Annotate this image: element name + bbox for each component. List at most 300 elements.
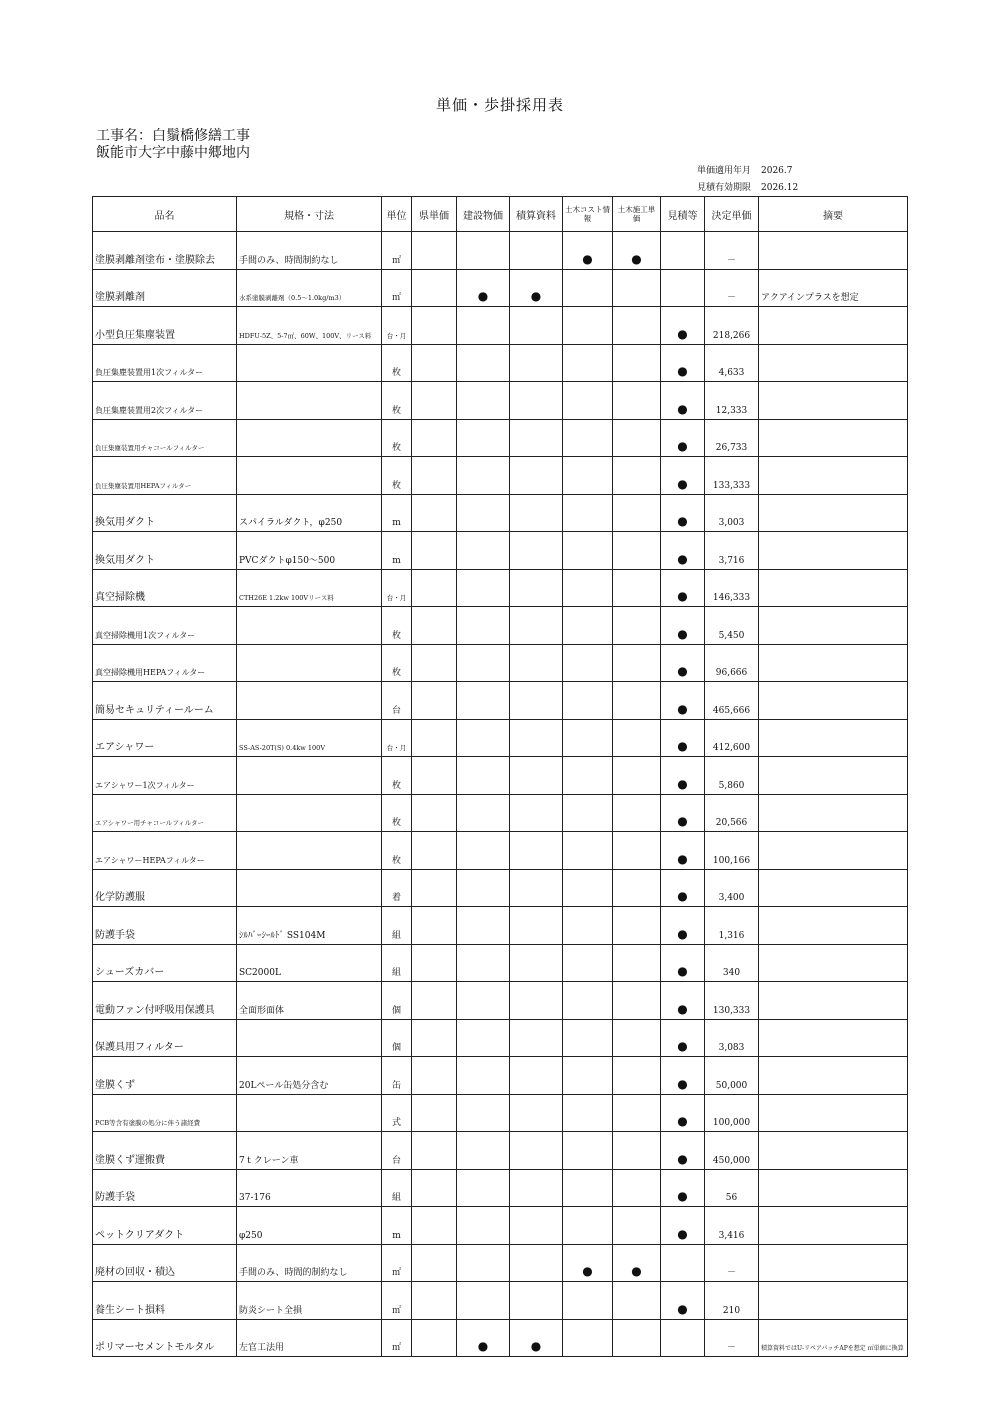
mark-pref bbox=[412, 532, 457, 570]
item-unit bbox=[382, 719, 412, 757]
mark-pref bbox=[412, 607, 457, 645]
mark-kensetsu bbox=[457, 757, 510, 795]
decided-price: 146,333 bbox=[705, 569, 759, 607]
decided-price: 218,266 bbox=[705, 307, 759, 345]
item-spec bbox=[237, 719, 382, 757]
item-unit: 枚 bbox=[382, 382, 412, 420]
table-row bbox=[93, 419, 908, 457]
item-unit: 枚 bbox=[382, 419, 412, 457]
item-unit: m bbox=[382, 1207, 412, 1245]
mark-kensetsu bbox=[457, 457, 510, 495]
mark-doboku-cost bbox=[563, 644, 613, 682]
mark-kensetsu bbox=[457, 907, 510, 945]
mark-sekisan bbox=[510, 232, 563, 270]
mark-pref bbox=[412, 419, 457, 457]
item-spec bbox=[237, 1094, 382, 1132]
table-row bbox=[93, 344, 908, 382]
mark-pref bbox=[412, 269, 457, 307]
item-note bbox=[759, 1282, 908, 1320]
item-name-text: 真空掃除機用1次フィルター bbox=[95, 630, 196, 640]
item-unit bbox=[382, 307, 412, 345]
mark-pref bbox=[412, 1169, 457, 1207]
item-name bbox=[93, 832, 237, 870]
item-note bbox=[759, 382, 908, 420]
item-spec-text: SS-AS-20T(S) 0.4kw 100V bbox=[239, 744, 326, 752]
mark-sekisan bbox=[510, 794, 563, 832]
mark-pref bbox=[412, 1244, 457, 1282]
mark-doboku-seko bbox=[613, 982, 661, 1020]
item-unit: 着 bbox=[382, 869, 412, 907]
header-doboku-seko: 土木施工単価 bbox=[613, 197, 661, 232]
item-name: 小型負圧集塵装置 bbox=[93, 307, 237, 345]
header-row bbox=[93, 197, 908, 232]
mark-doboku-seko: ● bbox=[613, 232, 661, 270]
mark-doboku-cost bbox=[563, 419, 613, 457]
mark-quote bbox=[661, 269, 705, 307]
mark-doboku-seko bbox=[613, 944, 661, 982]
mark-pref bbox=[412, 832, 457, 870]
item-note: アクアインプラスを想定 bbox=[759, 269, 908, 307]
decided-price: 50,000 bbox=[705, 1057, 759, 1095]
table-row bbox=[93, 1057, 908, 1095]
item-spec bbox=[237, 644, 382, 682]
item-unit: ㎡ bbox=[382, 232, 412, 270]
table-row bbox=[93, 682, 908, 720]
item-name-text: 負圧集塵装置用チャコールフィルター bbox=[95, 444, 205, 452]
mark-doboku-cost: ● bbox=[563, 1244, 613, 1282]
item-spec bbox=[237, 457, 382, 495]
mark-pref bbox=[412, 1282, 457, 1320]
mark-kensetsu bbox=[457, 869, 510, 907]
mark-doboku-cost bbox=[563, 1132, 613, 1170]
mark-kensetsu bbox=[457, 719, 510, 757]
mark-doboku-cost bbox=[563, 832, 613, 870]
item-name: 養生シート損料 bbox=[93, 1282, 237, 1320]
item-spec: φ250 bbox=[237, 1207, 382, 1245]
mark-doboku-cost bbox=[563, 344, 613, 382]
mark-sekisan bbox=[510, 344, 563, 382]
mark-pref bbox=[412, 382, 457, 420]
mark-doboku-seko bbox=[613, 869, 661, 907]
mark-sekisan: ● bbox=[510, 269, 563, 307]
mark-kensetsu bbox=[457, 682, 510, 720]
item-spec bbox=[237, 757, 382, 795]
item-note bbox=[759, 944, 908, 982]
mark-pref bbox=[412, 1319, 457, 1357]
item-unit-text: 台・月 bbox=[386, 744, 407, 752]
item-spec: SC2000L bbox=[237, 944, 382, 982]
item-note-text: 積算資料ではU-リペアパッチAPを想定 ㎡単価に換算 bbox=[761, 1345, 904, 1352]
mark-kensetsu bbox=[457, 232, 510, 270]
mark-quote bbox=[661, 232, 705, 270]
decided-price: 133,333 bbox=[705, 457, 759, 495]
item-spec: 防炎シート全損 bbox=[237, 1282, 382, 1320]
mark-quote: ● bbox=[661, 757, 705, 795]
mark-doboku-seko bbox=[613, 1169, 661, 1207]
item-unit: 枚 bbox=[382, 644, 412, 682]
mark-quote: ● bbox=[661, 344, 705, 382]
table-row bbox=[93, 494, 908, 532]
item-name-text: 真空掃除機用HEPAフィルター bbox=[95, 668, 206, 677]
mark-pref bbox=[412, 982, 457, 1020]
mark-quote: ● bbox=[661, 719, 705, 757]
mark-kensetsu: ● bbox=[457, 1319, 510, 1357]
mark-doboku-seko bbox=[613, 682, 661, 720]
mark-sekisan bbox=[510, 757, 563, 795]
mark-kensetsu bbox=[457, 1207, 510, 1245]
mark-sekisan bbox=[510, 1019, 563, 1057]
item-unit: 枚 bbox=[382, 457, 412, 495]
item-name: 真空掃除機 bbox=[93, 569, 237, 607]
mark-quote: ● bbox=[661, 1019, 705, 1057]
mark-quote: ● bbox=[661, 1282, 705, 1320]
item-unit bbox=[382, 569, 412, 607]
item-unit: 枚 bbox=[382, 607, 412, 645]
item-name bbox=[93, 757, 237, 795]
item-unit: 缶 bbox=[382, 1057, 412, 1095]
document-title: 単価・歩掛採用表 bbox=[435, 96, 564, 114]
mark-doboku-seko bbox=[613, 1057, 661, 1095]
mark-sekisan bbox=[510, 982, 563, 1020]
mark-pref bbox=[412, 1094, 457, 1132]
decided-price: 130,333 bbox=[705, 982, 759, 1020]
mark-doboku-seko bbox=[613, 344, 661, 382]
item-spec bbox=[237, 1019, 382, 1057]
mark-quote: ● bbox=[661, 794, 705, 832]
item-spec bbox=[237, 269, 382, 307]
mark-quote: ● bbox=[661, 1094, 705, 1132]
mark-kensetsu bbox=[457, 307, 510, 345]
mark-kensetsu bbox=[457, 569, 510, 607]
applied-value: 2026.7 bbox=[761, 166, 793, 176]
mark-quote: ● bbox=[661, 532, 705, 570]
item-note bbox=[759, 794, 908, 832]
decided-price: 26,733 bbox=[705, 419, 759, 457]
mark-sekisan bbox=[510, 719, 563, 757]
decided-price: 450,000 bbox=[705, 1132, 759, 1170]
item-note bbox=[759, 982, 908, 1020]
mark-sekisan bbox=[510, 419, 563, 457]
table-row bbox=[93, 982, 908, 1020]
item-name: 換気用ダクト bbox=[93, 532, 237, 570]
table-body bbox=[93, 232, 908, 1357]
decided-price: － bbox=[705, 232, 759, 270]
item-spec: スパイラルダクト，φ250 bbox=[237, 494, 382, 532]
item-spec bbox=[237, 419, 382, 457]
mark-quote bbox=[661, 1244, 705, 1282]
header-doboku-cost: 土木コスト情報 bbox=[563, 197, 613, 232]
item-unit: ㎡ bbox=[382, 1244, 412, 1282]
item-note bbox=[759, 1207, 908, 1245]
item-unit: ㎡ bbox=[382, 1282, 412, 1320]
mark-doboku-seko bbox=[613, 1282, 661, 1320]
mark-pref bbox=[412, 644, 457, 682]
decided-price: 3,400 bbox=[705, 869, 759, 907]
item-name bbox=[93, 1094, 237, 1132]
mark-doboku-cost bbox=[563, 607, 613, 645]
mark-doboku-cost bbox=[563, 719, 613, 757]
mark-doboku-cost bbox=[563, 382, 613, 420]
header-name: 品名 bbox=[93, 197, 237, 232]
item-spec: ｼﾙﾊﾞｰｼｰﾙﾄﾞ SS104M bbox=[237, 907, 382, 945]
item-name: 保護具用フィルター bbox=[93, 1019, 237, 1057]
mark-quote bbox=[661, 1319, 705, 1357]
mark-doboku-cost bbox=[563, 1169, 613, 1207]
table-row bbox=[93, 794, 908, 832]
item-name: 塗膜剥離剤塗布・塗膜除去 bbox=[93, 232, 237, 270]
table-row bbox=[93, 457, 908, 495]
mark-doboku-cost bbox=[563, 869, 613, 907]
mark-kensetsu bbox=[457, 1169, 510, 1207]
item-spec bbox=[237, 344, 382, 382]
item-note bbox=[759, 1019, 908, 1057]
mark-doboku-seko bbox=[613, 382, 661, 420]
mark-doboku-seko bbox=[613, 1094, 661, 1132]
decided-price: 4,633 bbox=[705, 344, 759, 382]
table-row bbox=[93, 307, 908, 345]
validity-info bbox=[697, 163, 798, 197]
project-name: 工事名：白鬚橋修繕工事 bbox=[96, 128, 250, 144]
mark-sekisan bbox=[510, 1057, 563, 1095]
mark-pref bbox=[412, 907, 457, 945]
item-unit: 組 bbox=[382, 944, 412, 982]
mark-doboku-seko: ● bbox=[613, 1244, 661, 1282]
mark-sekisan bbox=[510, 869, 563, 907]
mark-pref bbox=[412, 1019, 457, 1057]
mark-doboku-seko bbox=[613, 532, 661, 570]
item-spec bbox=[237, 682, 382, 720]
mark-kensetsu bbox=[457, 794, 510, 832]
item-unit: 組 bbox=[382, 907, 412, 945]
item-unit: 枚 bbox=[382, 344, 412, 382]
mark-sekisan bbox=[510, 944, 563, 982]
table-row bbox=[93, 1132, 908, 1170]
mark-quote: ● bbox=[661, 1207, 705, 1245]
item-spec: 7ｔクレーン車 bbox=[237, 1132, 382, 1170]
mark-pref bbox=[412, 457, 457, 495]
mark-quote: ● bbox=[661, 569, 705, 607]
table-row bbox=[93, 1244, 908, 1282]
mark-sekisan bbox=[510, 644, 563, 682]
item-note bbox=[759, 869, 908, 907]
table-row bbox=[93, 532, 908, 570]
mark-doboku-seko bbox=[613, 907, 661, 945]
decided-price: 100,166 bbox=[705, 832, 759, 870]
mark-pref bbox=[412, 307, 457, 345]
mark-doboku-cost bbox=[563, 794, 613, 832]
mark-kensetsu bbox=[457, 1282, 510, 1320]
mark-quote: ● bbox=[661, 832, 705, 870]
header-sekisan: 積算資料 bbox=[510, 197, 563, 232]
mark-doboku-seko bbox=[613, 494, 661, 532]
item-note bbox=[759, 1132, 908, 1170]
item-note bbox=[759, 457, 908, 495]
item-note bbox=[759, 1319, 908, 1357]
mark-kensetsu bbox=[457, 644, 510, 682]
table-row bbox=[93, 719, 908, 757]
item-note bbox=[759, 232, 908, 270]
mark-sekisan bbox=[510, 907, 563, 945]
item-name bbox=[93, 607, 237, 645]
item-unit: m bbox=[382, 532, 412, 570]
mark-doboku-seko bbox=[613, 1019, 661, 1057]
item-unit-text: 台・月 bbox=[386, 331, 407, 340]
decided-price: 100,000 bbox=[705, 1094, 759, 1132]
mark-doboku-seko bbox=[613, 269, 661, 307]
table-row bbox=[93, 1319, 908, 1357]
table-row bbox=[93, 382, 908, 420]
mark-doboku-cost bbox=[563, 1282, 613, 1320]
mark-doboku-seko bbox=[613, 569, 661, 607]
table-row bbox=[93, 757, 908, 795]
mark-quote: ● bbox=[661, 682, 705, 720]
item-spec: 手間のみ、時間制約なし bbox=[237, 232, 382, 270]
item-note bbox=[759, 1244, 908, 1282]
mark-doboku-cost bbox=[563, 682, 613, 720]
mark-kensetsu bbox=[457, 1132, 510, 1170]
item-name: エアシャワー bbox=[93, 719, 237, 757]
mark-sekisan bbox=[510, 682, 563, 720]
decided-price: 5,860 bbox=[705, 757, 759, 795]
mark-quote: ● bbox=[661, 869, 705, 907]
item-note bbox=[759, 607, 908, 645]
mark-doboku-cost bbox=[563, 532, 613, 570]
item-name bbox=[93, 344, 237, 382]
mark-doboku-cost bbox=[563, 1319, 613, 1357]
decided-price: 3,003 bbox=[705, 494, 759, 532]
item-unit: 個 bbox=[382, 982, 412, 1020]
item-name: ポリマーセメントモルタル bbox=[93, 1319, 237, 1357]
mark-sekisan bbox=[510, 569, 563, 607]
mark-quote: ● bbox=[661, 944, 705, 982]
item-name: 化学防護服 bbox=[93, 869, 237, 907]
mark-kensetsu bbox=[457, 382, 510, 420]
item-spec: 手間のみ、時間的制約なし bbox=[237, 1244, 382, 1282]
decided-price: － bbox=[705, 1244, 759, 1282]
decided-price: 210 bbox=[705, 1282, 759, 1320]
item-note bbox=[759, 907, 908, 945]
item-spec bbox=[237, 832, 382, 870]
mark-doboku-seko bbox=[613, 457, 661, 495]
mark-doboku-cost bbox=[563, 1207, 613, 1245]
mark-sekisan bbox=[510, 607, 563, 645]
mark-sekisan bbox=[510, 382, 563, 420]
table-row bbox=[93, 269, 908, 307]
mark-doboku-seko bbox=[613, 832, 661, 870]
project-location: 飯能市大字中藤中郷地内 bbox=[96, 145, 250, 161]
table-row bbox=[93, 1019, 908, 1057]
mark-doboku-cost bbox=[563, 1019, 613, 1057]
mark-doboku-seko bbox=[613, 644, 661, 682]
mark-kensetsu bbox=[457, 944, 510, 982]
mark-quote: ● bbox=[661, 607, 705, 645]
mark-doboku-seko bbox=[613, 1132, 661, 1170]
item-note bbox=[759, 832, 908, 870]
table-row bbox=[93, 232, 908, 270]
mark-kensetsu bbox=[457, 832, 510, 870]
table-row bbox=[93, 1094, 908, 1132]
mark-doboku-cost bbox=[563, 269, 613, 307]
item-unit: 式 bbox=[382, 1094, 412, 1132]
quote-label: 見積有効期限 bbox=[697, 183, 752, 193]
table-row bbox=[93, 907, 908, 945]
item-spec: 20Lペール缶処分含む bbox=[237, 1057, 382, 1095]
header-quote: 見積等 bbox=[661, 197, 705, 232]
item-name: 防護手袋 bbox=[93, 1169, 237, 1207]
item-spec bbox=[237, 794, 382, 832]
item-spec bbox=[237, 869, 382, 907]
item-name: 電動ファン付呼吸用保護具 bbox=[93, 982, 237, 1020]
mark-pref bbox=[412, 1207, 457, 1245]
header-spec: 規格・寸法 bbox=[237, 197, 382, 232]
mark-pref bbox=[412, 494, 457, 532]
item-note bbox=[759, 1169, 908, 1207]
item-name-text: PCB等含有塗膜の処分に伴う諸経費 bbox=[95, 1119, 201, 1127]
item-name: 塗膜剥離剤 bbox=[93, 269, 237, 307]
mark-pref bbox=[412, 1132, 457, 1170]
item-unit: m bbox=[382, 494, 412, 532]
item-spec: 37-176 bbox=[237, 1169, 382, 1207]
decided-price: 1,316 bbox=[705, 907, 759, 945]
item-name bbox=[93, 419, 237, 457]
mark-doboku-seko bbox=[613, 419, 661, 457]
decided-price: 12,333 bbox=[705, 382, 759, 420]
item-unit: 枚 bbox=[382, 757, 412, 795]
mark-pref bbox=[412, 569, 457, 607]
mark-doboku-cost bbox=[563, 307, 613, 345]
header-unit: 単位 bbox=[382, 197, 412, 232]
table-row bbox=[93, 1169, 908, 1207]
mark-sekisan bbox=[510, 532, 563, 570]
item-name: 塗膜くず運搬費 bbox=[93, 1132, 237, 1170]
mark-pref bbox=[412, 682, 457, 720]
item-note bbox=[759, 1094, 908, 1132]
mark-pref bbox=[412, 719, 457, 757]
mark-kensetsu bbox=[457, 1019, 510, 1057]
mark-doboku-seko bbox=[613, 307, 661, 345]
mark-doboku-cost bbox=[563, 757, 613, 795]
decided-price: 3,083 bbox=[705, 1019, 759, 1057]
mark-sekisan bbox=[510, 1169, 563, 1207]
item-name-text: 負圧集塵装置用1次フィルター bbox=[95, 368, 204, 377]
mark-sekisan bbox=[510, 307, 563, 345]
mark-quote: ● bbox=[661, 1132, 705, 1170]
item-spec: PVCダクトφ150～500 bbox=[237, 532, 382, 570]
item-name bbox=[93, 382, 237, 420]
item-spec-text: HDFU-5Z、5-7㎥、60W、100V、リース料 bbox=[239, 331, 372, 340]
mark-quote: ● bbox=[661, 419, 705, 457]
item-note bbox=[759, 419, 908, 457]
mark-pref bbox=[412, 757, 457, 795]
decided-price: 340 bbox=[705, 944, 759, 982]
mark-pref bbox=[412, 232, 457, 270]
mark-doboku-seko bbox=[613, 719, 661, 757]
decided-price: 5,450 bbox=[705, 607, 759, 645]
mark-sekisan bbox=[510, 1094, 563, 1132]
applied-label: 単価適用年月 bbox=[697, 166, 752, 176]
item-note bbox=[759, 532, 908, 570]
mark-doboku-cost bbox=[563, 907, 613, 945]
decided-price: 3,716 bbox=[705, 532, 759, 570]
mark-quote: ● bbox=[661, 982, 705, 1020]
decided-price: 96,666 bbox=[705, 644, 759, 682]
mark-doboku-seko bbox=[613, 794, 661, 832]
item-unit: ㎡ bbox=[382, 1319, 412, 1357]
item-unit: 個 bbox=[382, 1019, 412, 1057]
mark-kensetsu bbox=[457, 607, 510, 645]
item-unit: 枚 bbox=[382, 794, 412, 832]
item-note bbox=[759, 644, 908, 682]
